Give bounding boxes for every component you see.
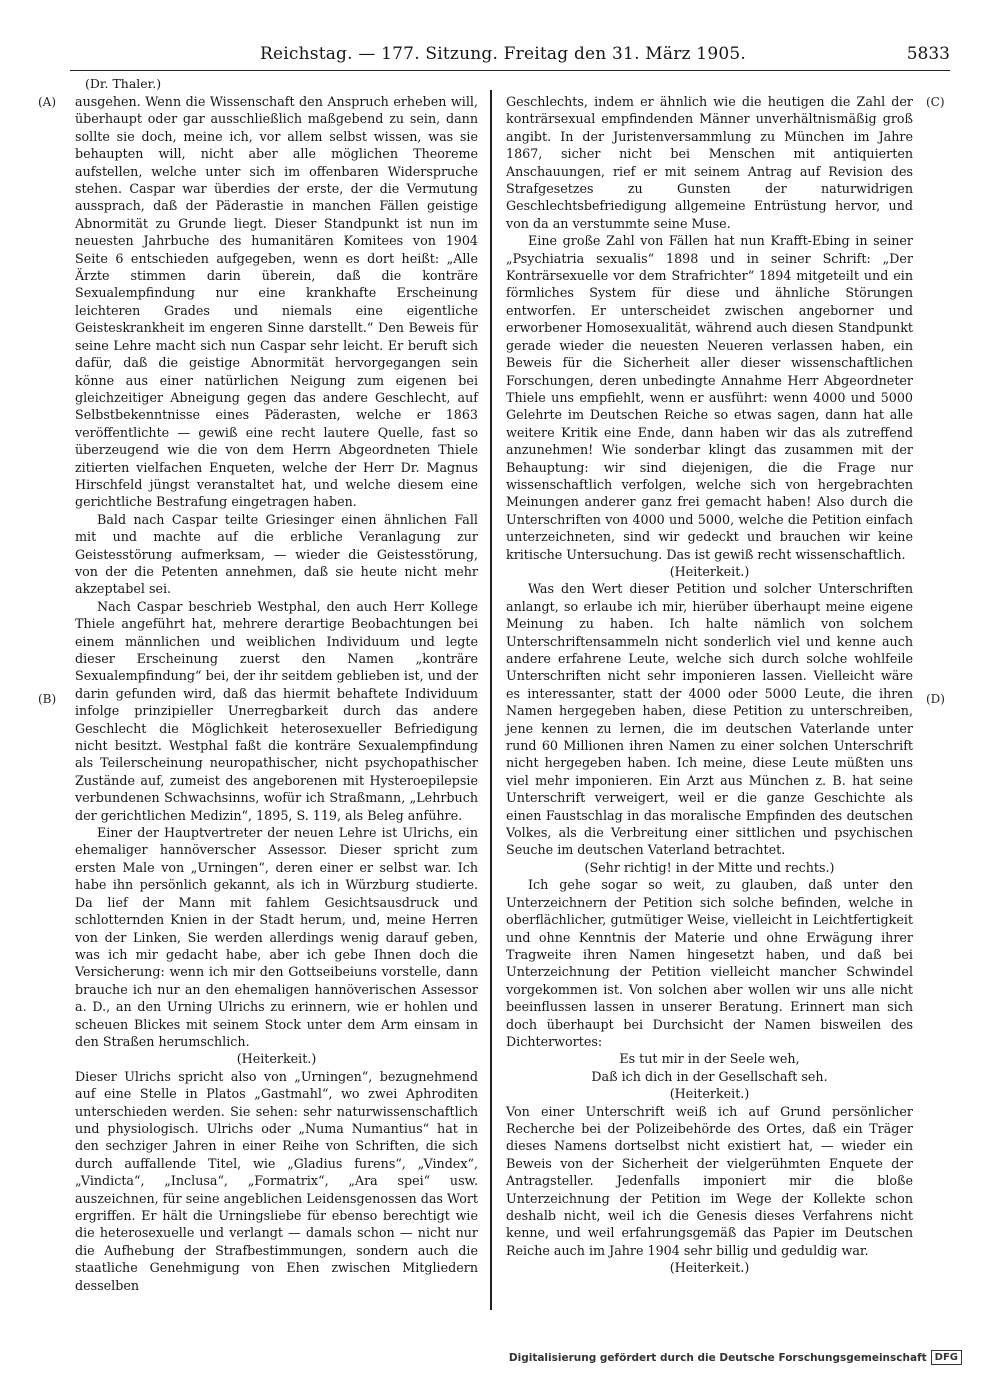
paragraph: Geschlechts, indem er ähnlich wie die heutigen die Zahl der konträrsexual empfindenden Männer unverhältnismäßig groß angibt. In der Juristenversammlung zu München im Jahre 1867, sicher nicht bei Menschen mit antiquierten Anschauungen, rief er mit seinem Antrag auf Revision des Strafgesetzes zu Gunsten der naturwidrigen Geschlechtsbefriedigung allgemeine Entrüstung hervor, und von da an verstummte seine Muse.: [506, 94, 913, 231]
interjection: (Sehr richtig! in der Mitte und rechts.): [584, 859, 835, 875]
interjection: (Heiterkeit.): [669, 1086, 750, 1102]
interjection: (Heiterkeit.): [236, 1051, 317, 1067]
paragraph: Ich gehe sogar so weit, zu glauben, daß unter den Unterzeichnern der Petition sich solche befinden, welche in oberflächlicher, gutmütiger Weise, vielleicht in Leichtfertigkeit und ohne Kenntnis der Materie und ohne Erwägung ihrer Tragweite ihren Namen hingesetzt haben, und daß bei Unterzeichnung der Petition vielleicht mancher Schwindel vorgekommen ist. Von solchen aber wollen wir uns alle nicht beeinflussen lassen in unserer Beratung. Erinnert man sich doch überhaupt bei Durchsicht der Namen bisweilen des Dichterwortes:: [506, 877, 913, 1049]
paragraph: Einer der Hauptvertreter der neuen Lehre ist Ulrichs, ein ehemaliger hannöverscher Assessor. Dieser spricht zum ersten Male von „Urningen“, deren einer er selbst war. Ich habe ihn persönlich gekannt, als ich in Würzburg studierte. Da lief der Mann mit fahlem Gesichtsausdruck und schlotternden Knien in der Stadt herum, und, meine Herren von der Linken, Sie werden allerdings wenig darauf geben, was ich mir gedacht habe, aber ich gebe Ihnen doch die Versicherung: wenn ich mir den Gottseibeiuns vorstelle, dann brauche ich nur an den ehemaligen hannöverischen Assessor a. D., an den Urning Ulrichs zu erinnern, wie er hohlen und scheuen Blickes mit seinem Stock unter dem Arm einsam in den Straßen herumschlich.: [75, 825, 478, 1049]
verse-line: Es tut mir in der Seele weh,: [619, 1051, 800, 1067]
verse-line: Daß ich dich in der Gesellschaft seh.: [591, 1068, 828, 1084]
paragraph: Von einer Unterschrift weiß ich auf Grund persönlicher Recherche bei der Polizeibehörde des Ortes, daß ein Träger dieses Namens dortselbst nicht existiert hat, — wieder ein Beweis von der Sicherheit der vielgerühmten Enquete der Antragsteller. Jedenfalls imponiert mir die bloße Unterzeichnung der Petition im Wege der Kollekte schon deshalb nicht, weil ich die Genesis dieses Verfahrens nicht kenne, und weil erfahrungsgemäß das Papier im Deutschen Reiche auch im Jahre 1904 sehr billig und geduldig war.: [506, 1103, 913, 1258]
column-divider: [490, 90, 492, 1310]
footer-text: Digitalisierung gefördert durch die Deutsche Forschungsgemeinschaft: [508, 1351, 927, 1364]
paragraph: Nach Caspar beschrieb Westphal, den auch Herr Kollege Thiele angeführt hat, mehrere derartige Beobachtungen bei einem männlichen und weiblichen Individuum und legte dieser Erscheinung zuerst den Namen „konträre Sexualempfindung“ bei, der ihr seitdem geblieben ist, und der darin gefunden wird, daß das hiermit behaftete Individuum infolge prinzipieller Unerregbarkeit durch das andere Geschlecht die Möglichkeit heterosexueller Befriedigung nicht besitzt. Westphal faßt die konträre Sexualempfindung als Teilerscheinung neuropathischer, nicht psychopathischer Zustände auf, zumeist des angeborenen mit Hysteroepilepsie verbundenen Schwachsinns, wofür ich Straßmann, „Lehrbuch der gerichtlichen Medizin“, 1895, S. 119, als Beleg anführe.: [75, 598, 478, 823]
speaker-label: (Dr. Thaler.): [85, 76, 162, 91]
right-column: [506, 93, 913, 1277]
paragraph: Dieser Ulrichs spricht also von „Urningen“, bezugnehmend auf eine Stelle in Platos „Gastmahl“, wo zwei Aphroditen unterschieden werden. Sie sehen: sehr naturwissenschaftlich und physiologisch. Ulrichs oder „Numa Numantius“ hat in den sechziger Jahren in einer Reihe von Schriften, die sich durch auffallende Titel, wie „Gladius furens“, „Vindex“, „Vindicta“, „Inclusa“, „Formatrix“, „Ara spei“ usw. auszeichnen, für seine angeblichen Leidensgenossen das Wort ergriffen. Er hält die Urningsliebe für ebenso berechtigt wie die heterosexuelle und verlangt — damals schon — nicht nur die Aufhebung der Strafbestimmungen, sondern auch die staatliche Genehmigung von Ehen zwischen Mitgliedern desselben: [75, 1068, 478, 1293]
page-header: [70, 44, 950, 71]
paragraph: Bald nach Caspar teilte Griesinger einen ähnlichen Fall mit und machte auf die erbliche Veranlagung zur Geistesstörung aufmerksam, — wieder die Geistesstörung, von der die Petenten annehmen, daß sie heute nicht mehr akzeptabel sei.: [75, 511, 478, 597]
interjection: (Heiterkeit.): [669, 1260, 750, 1276]
dfg-logo: DFG: [931, 1350, 962, 1365]
footer-credit: [509, 1350, 962, 1365]
paragraph: Was den Wert dieser Petition und solcher Unterschriften anlangt, so erlaube ich mir, hierüber überhaupt meine eigene Meinung zu haben. Ich halte nämlich von solchem Unterschriftensammeln nicht sonderlich viel und kenne auch andere erfahrene Leute, welche sich durch solche wohlfeile Unterschriften nicht sehr imponieren lassen. Vielleicht wäre es interessanter, statt der 4000 oder 5000 Leute, die ihren Namen hergegeben haben, diese Petition zu unterschreiben, jene kennen zu lernen, die im deutschen Vaterlande unter rund 60 Millionen ihren Namen zu einer solchen Unterschrift nicht hergegeben haben. Ich meine, diese Leute müßten uns viel mehr imponieren. Ein Arzt aus München z. B. hat seine Unterschrift verweigert, weil er die ganze Geschichte als einen Faustschlag in das moralische Empfinden des deutschen Volkes, als die Verbreitung einer sittlichen und psychischen Seuche im deutschen Vaterland betrachtet.: [506, 581, 913, 858]
page-number: 5833: [906, 44, 950, 64]
margin-mark-c: (C): [926, 95, 945, 109]
left-column: [75, 93, 478, 1294]
margin-mark-d: (D): [926, 692, 945, 706]
margin-mark-a: (A): [38, 95, 57, 109]
interjection: (Heiterkeit.): [669, 563, 750, 579]
margin-mark-b: (B): [38, 692, 57, 706]
header-title: Reichstag. — 177. Sitzung. Freitag den 31. März 1905.: [260, 44, 746, 64]
paragraph: ausgehen. Wenn die Wissenschaft den Anspruch erheben will, überhaupt oder gar ausschließlich maßgebend zu sein, dann sollte sie doch, meine ich, vor allem selbst wissen, was sie behaupten will, nicht aber alle möglichen Theoreme aufstellen, welche unter sich im offenbaren Widerspruche stehen. Caspar war überdies der erste, der die Vermutung aussprach, daß der Päderastie in manchen Fällen geistige Abnormität zu Grunde liegt. Dieser Standpunkt ist nun im neuesten Jahrbuche des humanitären Komitees von 1904 Seite 6 entschieden aufgegeben, wenn es dort heißt: „Alle Ärzte stimmen darin überein, daß die konträre Sexualempfindung nur eine krankhafte Erscheinung leichteren Grades und niemals eine eigentliche Geisteskrankheit im engeren Sinne darstellt.“ Den Beweis für seine Lehre macht sich nun Caspar sehr leicht. Er beruft sich dafür, daß die geistige Abnormität hervorgegangen sein könne aus einer natürlichen Neigung zum eigenen bei gleichzeitiger Abneigung gegen das andere Geschlecht, auf Selbstbekenntnisse eines Päderasten, welche er 1863 veröffentlichte — gewiß eine recht lautere Quelle, fast so überzeugend wie die von dem Herrn Abgeordneten Thiele zitierten vielfachen Enqueten, welche der Herr Dr. Magnus Hirschfeld jüngst veranstaltet hat, und welche diesem eine gerichtliche Bestrafung eingetragen haben.: [75, 94, 478, 510]
paragraph: Eine große Zahl von Fällen hat nun Krafft-Ebing in seiner „Psychiatria sexualis“ 1898 und in seiner Schrift: „Der Konträrsexuelle vor dem Strafrichter“ 1894 mitgeteilt und ein förmliches System für diese und ähnliche Störungen entworfen. Er unterscheidet zwischen angeborner und erworbener Homosexualität, während auch diesen Standpunkt gerade wieder die neuesten Neueren verlassen haben, ein Beweis für die Sicherheit aller dieser wissenschaftlichen Forschungen, deren unbedingte Annahme Herr Abgeordneter Thiele uns empfiehlt, wenn er ausführt: wenn 4000 und 5000 Gelehrte im Deutschen Reiche so etwas sagen, dann hat alle weitere Kritik eine Ende, dann haben wir das als zutreffend anzunehmen! Wie sonderbar klingt das zusammen mit der Behauptung: wir sind diejenigen, die die Frage nur wissenschaftlich verfolgen, welche sich von hergebrachten Meinungen anderer ganz frei gemacht haben! Also durch die Unterschriften von 4000 und 5000, welche die Petition einfach unterzeichneten, sind wir gedeckt und brauchen wir keine kritische Untersuchung. Das ist gewiß recht wissenschaftlich.: [506, 233, 913, 562]
